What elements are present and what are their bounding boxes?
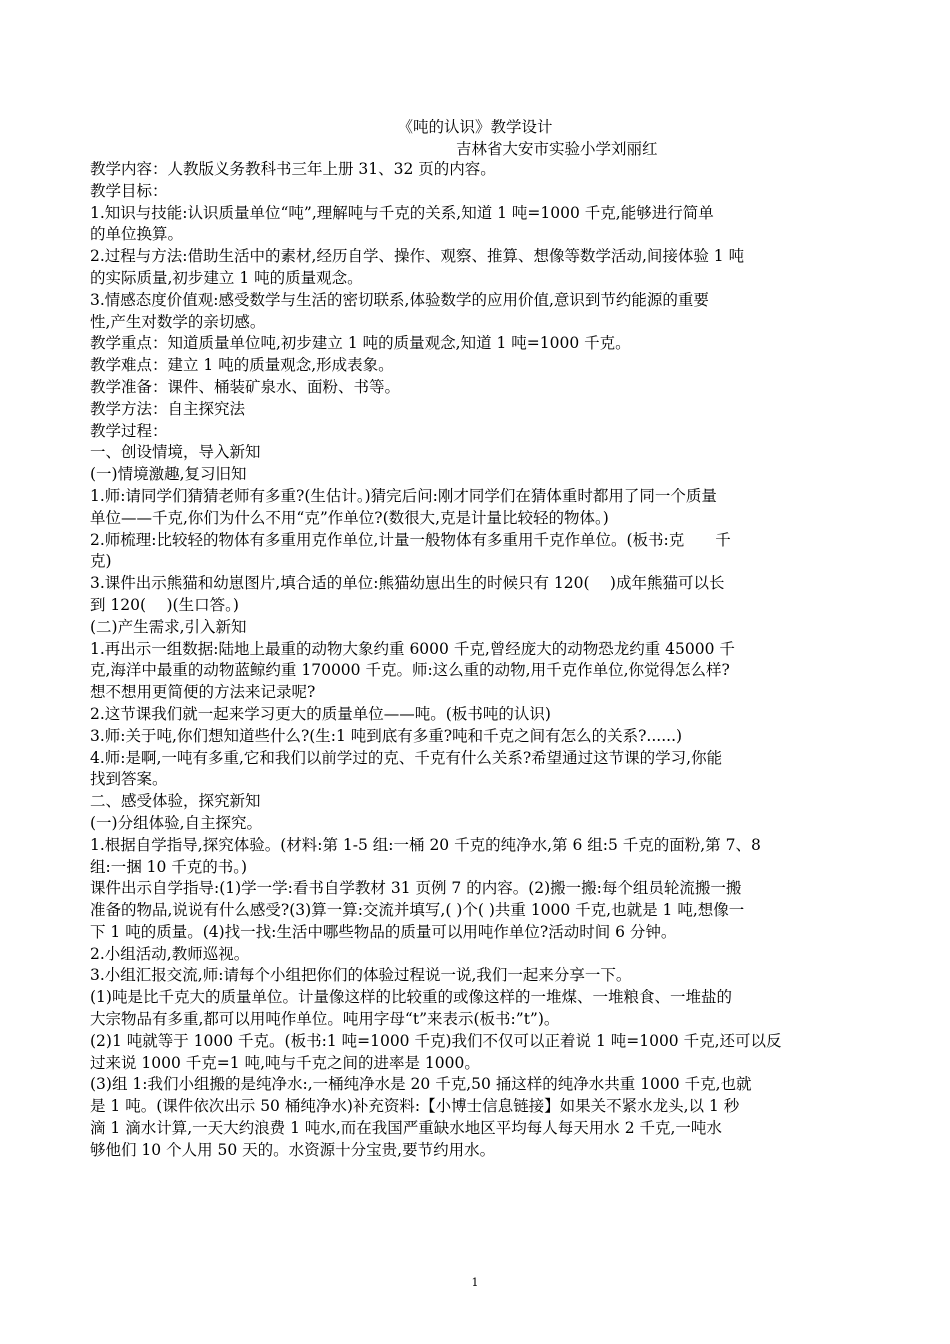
text-line: 组:一捆 10 千克的书。) <box>90 857 248 876</box>
text-line: (一)情境激趣,复习旧知 <box>90 465 247 484</box>
text-line: (二)产生需求,引入新知 <box>90 617 247 636</box>
text-line: 2.小组活动,教师巡视。 <box>90 944 250 963</box>
text-line: 3.师:关于吨,你们想知道些什么?(生:1 吨到底有多重?吨和千克之间有怎么的关系?......) <box>90 726 683 745</box>
document-body <box>90 159 862 1162</box>
document-author: 吉林省大安市实验小学刘丽红 <box>456 140 658 158</box>
text-line: 克) <box>90 552 112 571</box>
text-line: 教学方法：自主探究法 <box>90 399 246 418</box>
text-line: 3.课件出示熊猫和幼崽图片,填合适的单位:熊猫幼崽出生的时候只有 120( )成年熊猫可以长 <box>90 574 725 593</box>
text-line: (3)组 1:我们小组搬的是纯净水:,一桶纯净水是 20 千克,50 捅这样的纯净水共重 1000 千克,也就 <box>90 1075 752 1094</box>
text-line: (1)吨是比千克大的质量单位。计量像这样的比较重的或像这样的一堆煤、一堆粮食、一堆盐的 <box>90 988 732 1007</box>
text-line: 教学过程： <box>90 421 168 440</box>
text-line: 教学准备：课件、桶装矿泉水、面粉、书等。 <box>90 377 401 396</box>
text-line: 3.情感态度价值观:感受数学与生活的密切联系,体验数学的应用价值,意识到节约能源的重要 <box>90 290 709 309</box>
text-line: 2.过程与方法:借助生活中的素材,经历自学、操作、观察、推算、想像等数学活动,间接体验 1 吨 <box>90 247 745 266</box>
text-line: 滴 1 滴水计算,一天大约浪费 1 吨水,而在我国严重缺水地区平均每人每天用水 2 千克,一吨水 <box>90 1119 722 1138</box>
text-line: (2)1 吨就等于 1000 千克。(板书:1 吨=1000 千克)我们不仅可以正着说 1 吨=1000 千克,还可以反 <box>90 1031 782 1050</box>
text-line: 的单位换算。 <box>90 225 184 244</box>
text-line: 是 1 吨。(课件依次出示 50 桶纯净水)补充资料:【小博士信息链接】如果关不紧水龙头,以 1 秒 <box>90 1097 740 1116</box>
text-line: 2.师梳理:比较轻的物体有多重用克作单位,计量一般物体有多重用千克作单位。(板书:克 千 <box>90 530 731 549</box>
text-line: 教学目标： <box>90 181 168 200</box>
text-line: 课件出示自学指导:(1)学一学:看书自学教材 31 页例 7 的内容。(2)搬一搬:每个组员轮流搬一搬 <box>90 879 742 898</box>
text-line: 下 1 吨的质量。(4)找一找:生活中哪些物品的质量可以用吨作单位?活动时间 6 分钟。 <box>90 922 677 941</box>
text-line: 教学难点：建立 1 吨的质量观念,形成表象。 <box>90 356 394 375</box>
text-line: 2.这节课我们就一起来学习更大的质量单位——吨。(板书吨的认识) <box>90 704 551 723</box>
page-number: 1 <box>471 1276 479 1289</box>
text-line: 性,产生对数学的亲切感。 <box>90 312 266 331</box>
text-line: 的实际质量,初步建立 1 吨的质量观念。 <box>90 268 363 287</box>
text-line: 找到答案。 <box>90 770 168 789</box>
text-line: 单位——千克,你们为什么不用“克”作单位?(数很大,克是计量比较轻的物体。) <box>90 508 609 527</box>
text-line: 到 120( )(生口答。) <box>90 595 239 614</box>
text-line: 1.再出示一组数据:陆地上最重的动物大象约重 6000 千克,曾经庞大的动物恐龙约重 45000 千 <box>90 639 735 658</box>
text-line: 1.知识与技能:认识质量单位“吨”,理解吨与千克的关系,知道 1 吨=1000 千克,能够进行简单 <box>90 203 714 222</box>
text-line: 1.根据自学指导,探究体验。(材料:第 1-5 组:一桶 20 千克的纯净水,第 6 组:5 千克的面粉,第 7、8 <box>90 835 761 854</box>
text-line: 一、创设情境，导入新知 <box>90 443 261 462</box>
text-line: 教学重点：知道质量单位吨,初步建立 1 吨的质量观念,知道 1 吨=1000 千克。 <box>90 334 631 353</box>
text-line: 3.小组汇报交流,师:请每个小组把你们的体验过程说一说,我们一起来分享一下。 <box>90 966 632 985</box>
text-line: (一)分组体验,自主探究。 <box>90 813 263 832</box>
text-line: 大宗物品有多重,都可以用吨作单位。吨用字母“t”来表示(板书:”t”)。 <box>90 1010 560 1029</box>
text-line: 1.师:请同学们猜猜老师有多重?(生估计。)猜完后问:刚才同学们在猜体重时都用了同一个质量 <box>90 486 717 505</box>
text-line: 准备的物品,说说有什么感受?(3)算一算:交流并填写,( )个( )共重 1000 千克,也就是 1 吨,想像一 <box>90 901 745 920</box>
text-line: 教学内容：人教版义务教科书三年上册 31、32 页的内容。 <box>90 160 496 178</box>
text-line: 想不想用更简便的方法来记录呢? <box>90 683 316 702</box>
text-line: 够他们 10 个人用 50 天的。水资源十分宝贵,要节约用水。 <box>90 1140 496 1159</box>
text-line: 过来说 1000 千克=1 吨,吨与千克之间的进率是 1000。 <box>90 1053 480 1072</box>
text-line: 4.师:是啊,一吨有多重,它和我们以前学过的克、千克有什么关系?希望通过这节课的学习,你能 <box>90 748 723 767</box>
text-line: 二、感受体验，探究新知 <box>90 792 261 811</box>
document-title: 《吨的认识》教学设计 <box>397 118 553 136</box>
text-line: 克,海洋中最重的动物蓝鲸约重 170000 千克。师:这么重的动物,用千克作单位,你觉得怎么样? <box>90 661 730 680</box>
